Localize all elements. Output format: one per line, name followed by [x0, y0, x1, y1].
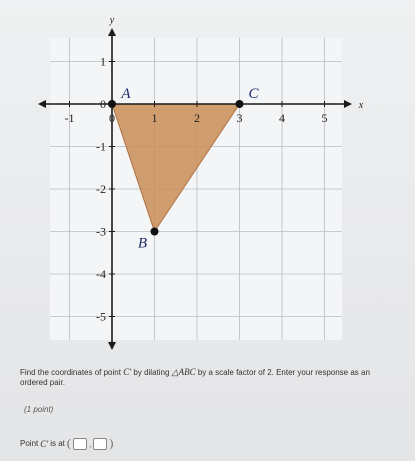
answer-row: [20, 436, 113, 451]
answer-close-paren: ): [109, 436, 114, 450]
y-tick-label: -2: [96, 182, 106, 196]
y-axis-arrow-down-icon: [108, 342, 116, 350]
point-label-c: C: [248, 86, 259, 102]
x-tick-label: -1: [64, 111, 75, 125]
question-triangle-name: △ABC: [171, 367, 196, 377]
x-tick-label: 4: [279, 111, 285, 125]
answer-x-input[interactable]: [73, 438, 87, 450]
points-label: (1 point): [24, 405, 54, 414]
x-axis-arrow-left-icon: [38, 100, 46, 108]
point-b: [151, 228, 159, 236]
question-point-name: C′: [123, 367, 132, 377]
answer-comma: ,: [88, 438, 92, 449]
y-tick-label: -3: [96, 224, 106, 239]
point-label-b: B: [137, 235, 148, 252]
x-axis-label: x: [358, 100, 364, 111]
y-axis-label: y: [109, 15, 115, 26]
y-axis-arrow-up-icon: [108, 28, 116, 36]
answer-point-name: C′: [40, 438, 49, 449]
question-text-after: by a scale factor of 2. Enter your response as an ordered pair.: [20, 368, 370, 387]
question-text: [20, 367, 395, 388]
y-tick-label: 1: [100, 54, 106, 69]
point-label-a: A: [121, 86, 131, 102]
answer-suffix: is at: [50, 439, 65, 448]
point-c: [236, 100, 244, 108]
x-axis-arrow-right-icon: [344, 100, 352, 108]
x-tick-label: 2: [194, 111, 200, 125]
question-text-middle: by dilating: [133, 368, 170, 377]
answer-prefix: Point: [20, 439, 39, 448]
answer-open-paren: (: [66, 436, 71, 450]
y-tick-label: -4: [96, 267, 106, 281]
x-tick-label: 0: [109, 111, 115, 125]
x-tick-label: 1: [151, 111, 158, 125]
y-tick-label: -1: [96, 139, 106, 154]
question-text-before: Find the coordinates of point: [20, 368, 121, 377]
y-tick-label: -5: [96, 309, 106, 324]
x-tick-label: 3: [236, 111, 243, 125]
point-a: [108, 100, 116, 108]
answer-y-input[interactable]: [93, 438, 107, 450]
x-tick-label: 5: [321, 111, 328, 125]
y-tick-label: 0: [100, 97, 106, 111]
